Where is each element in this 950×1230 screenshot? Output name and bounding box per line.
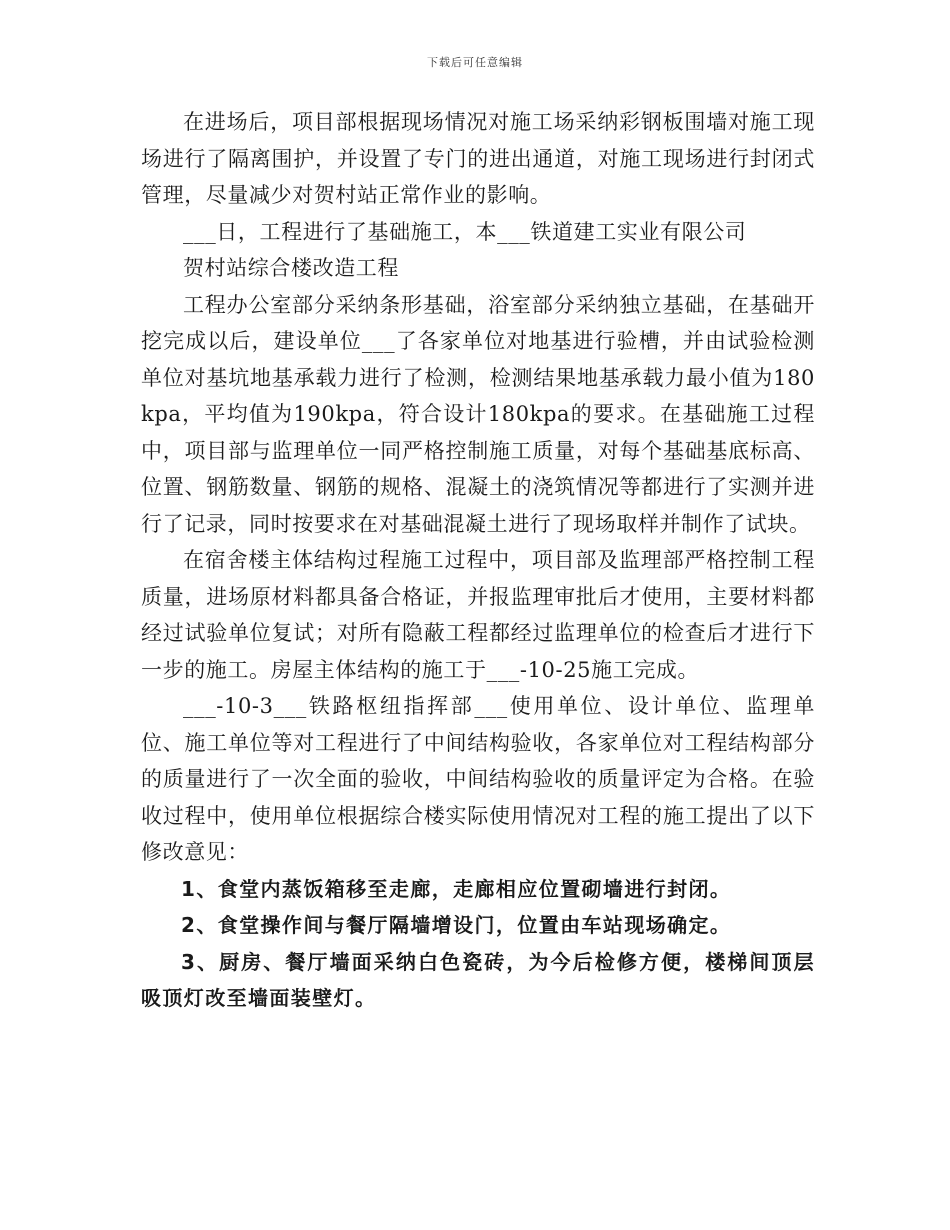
- modification-item-1: 1、食堂内蒸饭箱移至走廊，走廊相应位置砌墙进行封闭。: [181, 876, 732, 901]
- document-body: [141, 104, 815, 1017]
- paragraph-project-name: 贺村站综合楼改造工程: [183, 256, 399, 280]
- paragraph-intermediate-acceptance: ___-10-3___铁路枢纽指挥部___使用单位、设计单位、监理单位、施工单位等对工程进行了中间结构验收，各家单位对工程结构部分的质量进行了一次全面的验收，中间结构验收的质量评定为合格。在验收过程中，使用单位根据综合楼实际使用情况对工程的施工提出了以下修改意见：: [141, 694, 815, 864]
- modification-item-3: 3、厨房、餐厅墙面采纳白色瓷砖，为今后检修方便，楼梯间顶层吸顶灯改至墙面装壁灯。: [141, 949, 815, 1010]
- paragraph-foundation-inspection: 工程办公室部分采纳条形基础，浴室部分采纳独立基础，在基础开挖完成以后，建设单位___了各家单位对地基进行验槽，并由试验检测单位对基坑地基承载力进行了检测，检测结果地基承载力最小值为180kpa，平均值为190kpa，符合设计180kpa的要求。在基础施工过程中，项目部与监理单位一同严格控制施工质量，对每个基础基底标高、位置、钢筋数量、钢筋的规格、混凝土的浇筑情况等都进行了实测并进行了记录，同时按要求在对基础混凝土进行了现场取样并制作了试块。: [141, 292, 815, 536]
- paragraph-main-structure: 在宿舍楼主体结构过程施工过程中，项目部及监理部严格控制工程质量，进场原材料都具备合格证，并报监理审批后才使用，主要材料都经过试验单位复试；对所有隐蔽工程都经过监理单位的检查后才进行下一步的施工。房屋主体结构的施工于___-10-25施工完成。: [141, 548, 815, 682]
- page-header: 下载后可任意编辑: [427, 56, 523, 69]
- paragraph-foundation-start: ___日，工程进行了基础施工，本___铁道建工实业有限公司: [183, 219, 747, 244]
- paragraph-site-enclosure: 在进场后，项目部根据现场情况对施工场采纳彩钢板围墙对施工现场进行了隔离围护，并设置了专门的进出通道，对施工现场进行封闭式管理，尽量减少对贺村站正常作业的影响。: [141, 110, 815, 207]
- modification-item-2: 2、食堂操作间与餐厅隔墙增设门，位置由车站现场确定。: [181, 913, 732, 937]
